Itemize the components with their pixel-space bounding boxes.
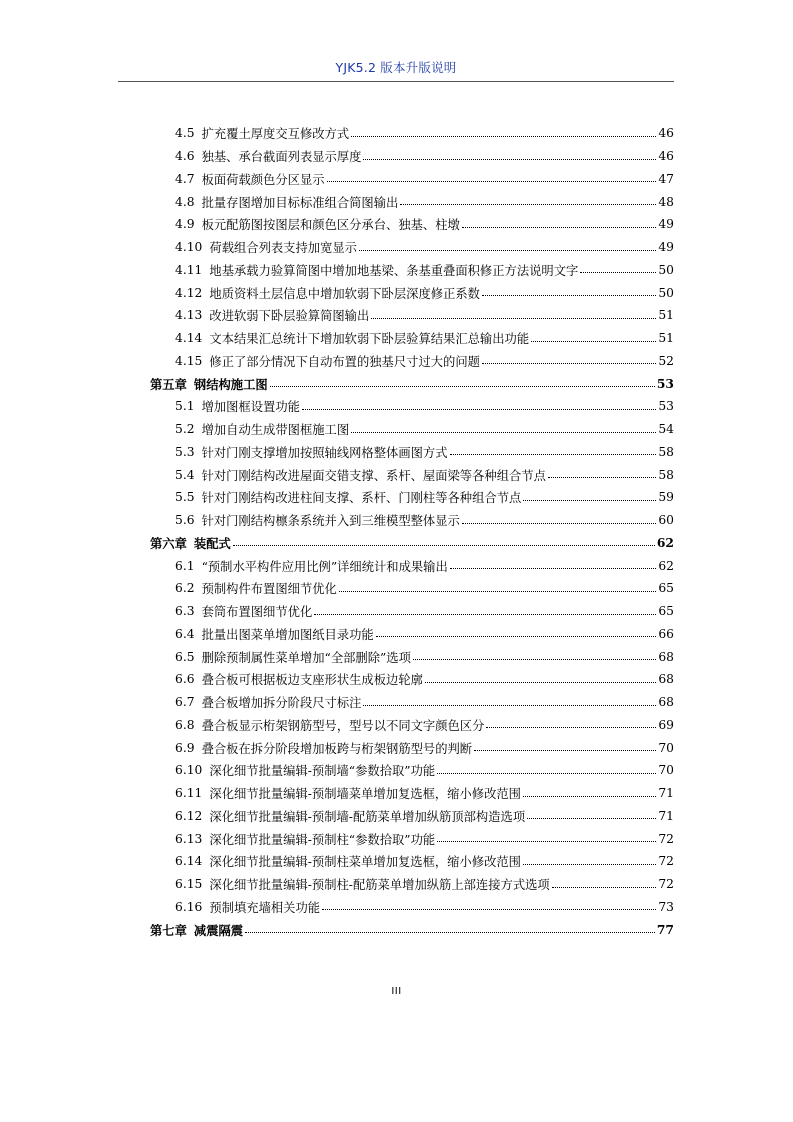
toc-entry[interactable] (150, 645, 674, 668)
toc-entry-page: 48 (658, 194, 674, 209)
toc-leader-dots (482, 295, 656, 296)
toc-entry-number: 5.6 (175, 513, 195, 528)
toc-entry-title: 套筒布置图细节优化 (201, 605, 313, 620)
toc-entry-number: 6.8 (175, 717, 195, 732)
toc-entry-title: 预制构件布置图细节优化 (201, 582, 337, 597)
toc-chapter-entry[interactable] (150, 532, 674, 555)
toc-entry-number: 5.3 (175, 444, 195, 459)
toc-entry-page: 53 (656, 376, 674, 392)
toc-entry-number: 4.15 (175, 353, 203, 368)
toc-entry-number: 6.9 (175, 740, 195, 755)
toc-entry-title: 深化细节批量编辑-预制墙菜单增加复选框，缩小修改范围 (209, 787, 521, 802)
toc-entry[interactable] (150, 304, 674, 327)
toc-leader-dots (363, 159, 656, 160)
toc-entry-title: 针对门刚结构改进屋面交错支撑、系杆、屋面梁等各种组合节点 (201, 468, 546, 483)
toc-leader-dots (245, 932, 655, 933)
toc-entry-number: 6.14 (175, 854, 203, 869)
page-number: III (391, 986, 402, 997)
toc-entry[interactable] (150, 418, 674, 441)
toc-leader-dots (523, 796, 656, 797)
toc-entry-number: 6.4 (175, 626, 195, 641)
toc-entry[interactable] (150, 395, 674, 418)
toc-leader-dots (371, 318, 656, 319)
toc-entry-page: 51 (658, 308, 674, 323)
toc-entry-number: 6.6 (175, 672, 195, 687)
toc-entry-title: 修正了部分情况下自动布置的独基尺寸过大的问题 (209, 354, 480, 369)
toc-entry-page: 65 (658, 581, 674, 596)
toc-entry-title: 文本结果汇总统计下增加软弱下卧层验算结果汇总输出功能 (209, 332, 530, 347)
toc-leader-dots (437, 773, 656, 774)
toc-entry-number: 5.2 (175, 422, 195, 437)
toc-entry-page: 47 (658, 171, 674, 186)
toc-entry[interactable] (150, 873, 674, 896)
toc-entry-number: 6.1 (175, 558, 195, 573)
toc-entry[interactable] (150, 259, 674, 282)
toc-entry-number: 4.8 (175, 194, 195, 209)
toc-entry-page: 49 (658, 240, 674, 255)
toc-entry-page: 50 (658, 285, 674, 300)
toc-entry-number: 4.14 (175, 331, 203, 346)
toc-entry[interactable] (150, 600, 674, 623)
toc-entry-title: 叠合板显示桁架钢筋型号，型号以不同文字颜色区分 (201, 718, 485, 733)
toc-entry[interactable] (150, 281, 674, 304)
toc-entry-page: 68 (658, 672, 674, 687)
toc-entry-page: 68 (658, 695, 674, 710)
toc-leader-dots (270, 386, 655, 387)
toc-leader-dots (486, 727, 656, 728)
toc-entry[interactable] (150, 827, 674, 850)
toc-leader-dots (339, 591, 657, 592)
toc-entry-title: 针对门刚支撑增加按照轴线网格整体画图方式 (201, 445, 448, 460)
toc-entry-title: 叠合板增加拆分阶段尺寸标注 (201, 696, 362, 711)
toc-entry[interactable] (150, 714, 674, 737)
toc-leader-dots (450, 454, 657, 455)
toc-entry-page: 73 (658, 899, 674, 914)
toc-entry-number: 5.1 (175, 399, 195, 414)
toc-entry[interactable] (150, 759, 674, 782)
header-divider (118, 81, 674, 82)
toc-entry[interactable] (150, 554, 674, 577)
toc-entry-number: 6.2 (175, 581, 195, 596)
toc-entry-title: 针对门刚结构檩条系统并入到三维模型整体显示 (201, 514, 460, 529)
toc-entry[interactable] (150, 190, 674, 213)
toc-entry-title: 钢结构施工图 (193, 376, 268, 392)
toc-entry[interactable] (150, 668, 674, 691)
toc-entry-title: 叠合板可根据板边支座形状生成板边轮廓 (201, 673, 423, 688)
toc-entry-page: 68 (658, 649, 674, 664)
toc-leader-dots (359, 250, 656, 251)
toc-entry-number: 6.7 (175, 695, 195, 710)
toc-entry-title: 深化细节批量编辑-预制墙“参数拾取”功能 (209, 764, 436, 779)
toc-entry-number: 4.12 (175, 285, 203, 300)
toc-leader-dots (580, 272, 656, 273)
toc-entry-title: 板元配筋图按图层和颜色区分承台、独基、柱墩 (201, 218, 460, 233)
toc-entry-title: “预制水平构件应用比例”详细统计和成果输出 (201, 559, 448, 574)
toc-entry-number: 4.13 (175, 308, 203, 323)
toc-entry-number: 4.5 (175, 126, 195, 141)
toc-leader-dots (363, 705, 656, 706)
header-title: YJK5.2 版本升版说明 (335, 60, 457, 75)
toc-entry-number: 4.9 (175, 217, 195, 232)
toc-entry-page: 66 (658, 626, 674, 641)
toc-entry-title: 改进软弱下卧层验算简图输出 (209, 309, 370, 324)
toc-entry-number: 4.6 (175, 149, 195, 164)
toc-entry-page: 52 (658, 353, 674, 368)
toc-entry-number: 6.3 (175, 604, 195, 619)
toc-leader-dots (482, 363, 656, 364)
toc-entry-title: 独基、承台截面列表显示厚度 (201, 150, 362, 165)
toc-entry-number: 5.5 (175, 490, 195, 505)
toc-entry-number: 第五章 (150, 376, 187, 392)
toc-entry-title: 荷载组合列表支持加宽显示 (209, 241, 357, 256)
toc-entry-page: 46 (658, 126, 674, 141)
toc-entry-page: 71 (658, 808, 674, 823)
toc-entry-page: 71 (658, 786, 674, 801)
toc-entry-number: 6.12 (175, 808, 203, 823)
toc-leader-dots (322, 909, 656, 910)
toc-entry-title: 地质资料土层信息中增加软弱下卧层深度修正系数 (209, 286, 480, 301)
toc-entry-page: 49 (658, 217, 674, 232)
toc-leader-dots (523, 864, 656, 865)
toc-entry-number: 4.7 (175, 171, 195, 186)
toc-leader-dots (552, 887, 657, 888)
toc-entry-number: 6.13 (175, 831, 203, 846)
toc-entry-page: 69 (658, 717, 674, 732)
toc-leader-dots (314, 614, 656, 615)
toc-leader-dots (351, 136, 656, 137)
toc-leader-dots (302, 409, 656, 410)
toc-entry-number: 6.11 (175, 786, 203, 801)
toc-entry[interactable] (150, 805, 674, 828)
toc-entry[interactable] (150, 213, 674, 236)
toc-entry-page: 72 (658, 831, 674, 846)
toc-leader-dots (527, 818, 656, 819)
toc-leader-dots (474, 750, 656, 751)
toc-entry-title: 深化细节批量编辑-预制柱“参数拾取”功能 (209, 832, 436, 847)
toc-leader-dots (400, 204, 656, 205)
toc-entry[interactable] (150, 509, 674, 532)
toc-entry-page: 72 (658, 854, 674, 869)
toc-entry-number: 4.11 (175, 262, 203, 277)
toc-leader-dots (462, 523, 657, 524)
toc-entry-page: 53 (658, 399, 674, 414)
toc-leader-dots (531, 341, 656, 342)
toc-entry-title: 针对门刚结构改进柱间支撑、系杆、门刚柱等各种组合节点 (201, 491, 522, 506)
toc-entry-page: 70 (658, 763, 674, 778)
toc-entry-title: 装配式 (193, 535, 231, 551)
toc-entry-page: 50 (658, 262, 674, 277)
toc-entry[interactable] (150, 463, 674, 486)
toc-entry-title: 删除预制属性菜单增加“全部删除”选项 (201, 650, 411, 665)
toc-entry-page: 70 (658, 740, 674, 755)
toc-chapter-entry[interactable] (150, 918, 674, 941)
toc-entry[interactable] (150, 782, 674, 805)
toc-leader-dots (437, 841, 656, 842)
toc-entry-title: 深化细节批量编辑-预制柱菜单增加复选框，缩小修改范围 (209, 855, 521, 870)
toc-entry-title: 扩充覆土厚度交互修改方式 (201, 127, 350, 142)
toc-leader-dots (233, 545, 655, 546)
toc-leader-dots (548, 477, 656, 478)
toc-entry[interactable] (150, 145, 674, 168)
toc-entry[interactable] (150, 168, 674, 191)
toc-entry-page: 65 (658, 604, 674, 619)
toc-entry-title: 批量存图增加目标标准组合简图输出 (201, 195, 399, 210)
toc-entry-page: 62 (658, 558, 674, 573)
toc-entry-page: 58 (658, 467, 674, 482)
toc-entry-title: 深化细节批量编辑-预制墙-配筋菜单增加纵筋顶部构造选项 (209, 809, 526, 824)
toc-entry[interactable] (150, 736, 674, 759)
toc-leader-dots (327, 181, 657, 182)
toc-entry-title: 预制填充墙相关功能 (209, 900, 321, 915)
toc-entry-page: 58 (658, 444, 674, 459)
toc-entry-number: 6.16 (175, 899, 203, 914)
toc-entry-title: 叠合板在拆分阶段增加板跨与桁架钢筋型号的判断 (201, 741, 473, 756)
toc-entry-title: 减震隔震 (193, 922, 244, 938)
toc-entry-title: 板面荷载颜色分区显示 (201, 172, 325, 187)
toc-leader-dots (351, 432, 656, 433)
toc-leader-dots (425, 682, 656, 683)
toc-leader-dots (413, 659, 656, 660)
toc-entry[interactable] (150, 236, 674, 259)
toc-entry-page: 59 (658, 490, 674, 505)
toc-entry-title: 深化细节批量编辑-预制柱-配筋菜单增加纵筋上部连接方式选项 (209, 878, 550, 893)
toc-entry-title: 增加图框设置功能 (201, 400, 300, 415)
toc-entry-page: 60 (658, 513, 674, 528)
toc-entry-title: 批量出图菜单增加图纸目录功能 (201, 627, 374, 642)
toc-entry-number: 4.10 (175, 240, 203, 255)
toc-entry-title: 增加自动生成带图框施工图 (201, 423, 350, 438)
toc-entry[interactable] (150, 623, 674, 646)
toc-entry-page: 46 (658, 149, 674, 164)
toc-entry-number: 6.5 (175, 649, 195, 664)
toc-entry-number: 6.15 (175, 877, 203, 892)
toc-leader-dots (462, 227, 657, 228)
toc-entry[interactable] (150, 691, 674, 714)
toc-entry-number: 第七章 (150, 922, 187, 938)
toc-leader-dots (450, 568, 657, 569)
toc-entry[interactable] (150, 350, 674, 373)
toc-entry-page: 51 (658, 331, 674, 346)
toc-entry-page: 72 (658, 877, 674, 892)
toc-leader-dots (523, 500, 656, 501)
toc-entry-page: 54 (658, 422, 674, 437)
toc-entry-number: 5.4 (175, 467, 195, 482)
toc-leader-dots (376, 636, 657, 637)
toc-entry[interactable] (150, 577, 674, 600)
toc-chapter-entry[interactable] (150, 372, 674, 395)
toc-entry-title: 地基承载力验算简图中增加地基梁、条基重叠面积修正方法说明文字 (209, 263, 579, 278)
toc-entry[interactable] (150, 122, 674, 145)
toc-entry-number: 6.10 (175, 763, 203, 778)
toc-entry[interactable] (150, 486, 674, 509)
toc-entry-page: 62 (656, 535, 674, 551)
table-of-contents (150, 122, 674, 941)
toc-entry[interactable] (150, 441, 674, 464)
toc-entry[interactable] (150, 896, 674, 919)
toc-entry[interactable] (150, 327, 674, 350)
toc-entry-page: 77 (656, 922, 674, 938)
toc-entry[interactable] (150, 850, 674, 873)
toc-entry-number: 第六章 (150, 535, 187, 551)
